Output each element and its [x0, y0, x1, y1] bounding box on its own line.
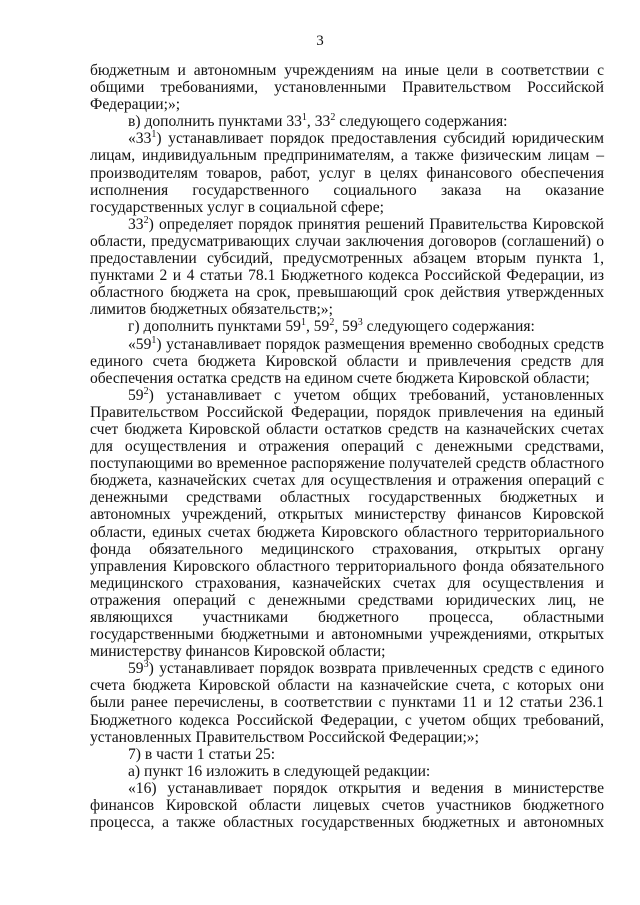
paragraph: «$59^1$) устанавливает порядок размещения временно свободных средств единого счета бюджета Кировской области и привлечения средств для обеспечения остатка средств на едином счете бюджета Кировской области;: [90, 334, 604, 387]
paragraph: г) дополнить пунктами $59^1$, $59^2$, $59^3$ следующего содержания:: [128, 317, 535, 336]
paragraph: «$33^1$) устанавливает порядок предоставления субсидий юридическим лицам, индивидуальным предпринимателям, а также физическим лицам – производителям товаров, работ, услуг в целях финансового обеспечения исполнения государственного социального заказа на оказание государственных услуг в социальной сфере;: [90, 129, 604, 216]
superscript-index: 1: [301, 112, 307, 124]
superscript-index: 3: [357, 317, 363, 329]
superscript-index: 3: [143, 659, 149, 671]
paragraph: $59^2$) устанавливает с учетом общих требований, установленных Правительством Российской Федерации, порядок привлечения на единый счет бюджета Кировской области остатков средств на казначейских счетах для осуществления и отражения операций с денежными средствами, поступающими во временное распоряжение получателей средств областного бюджета, казначейских счетах для осуществления и отражения операций с денежными средствами областных государственных бюджетных и автономных учреждений, открытых министерству финансов Кировской области, единых счетах бюджета Кировского областного территориального фонда обязательного медицинского страхования, открытых органу управления Кировского областного территориального фонда обязательного медицинского страхования, казначейских счетах для осуществления и отражения операций с денежными средствами юридических лиц, не являющихся участниками бюджетного процесса, областными государственными бюджетными и автономными учреждениями, открытых министерству финансов Кировской области;: [90, 385, 604, 661]
paragraph: «16) устанавливает порядок открытия и ведения в министерстве финансов Кировской области лицевых счетов участников бюджетного процесса, а также областных государственных бюджетных и автономных: [90, 779, 604, 832]
superscript-index: 2: [143, 214, 149, 226]
superscript-index: 1: [151, 129, 157, 141]
paragraph: в) дополнить пунктами $33^1$, $33^2$ следующего содержания:: [128, 112, 508, 131]
paragraph: $33^2$) определяет порядок принятия решений Правительства Кировской области, предусматривающих случаи заключения договоров (соглашений) о предоставлении субсидий, предусмотренных абзацем вторым пункта 1, пунктами 2 и 4 статьи 78.1 Бюджетного кодекса Российской Федерации, из областного бюджета на срок, превышающий срок действия утвержденных лимитов бюджетных обязательств;»;: [90, 214, 604, 319]
paragraph: $59^3$) устанавливает порядок возврата привлеченных средств с единого счета бюджета Кировской области на казначейские счета, с которых они были ранее перечислены, в соответствии с пунктами 11 и 12 статьи 236.1 Бюджетного кодекса Российской Федерации, с учетом общих требований, установленных Правительством Российской Федерации;»;: [90, 659, 604, 746]
superscript-index: 1: [300, 317, 306, 329]
superscript-index: 2: [330, 112, 336, 124]
superscript-index: 2: [143, 385, 149, 397]
paragraph: бюджетным и автономным учреждениям на иные цели в соответствии с общими требованиями, установленными Правительством Российской Федерации;»;: [90, 62, 604, 114]
page-number: 3: [316, 33, 324, 49]
document-body: [90, 62, 604, 831]
superscript-index: 2: [329, 317, 335, 329]
paragraph: а) пункт 16 изложить в следующей редакции:: [128, 762, 431, 780]
paragraph: 7) в части 1 статьи 25:: [128, 745, 276, 763]
superscript-index: 1: [151, 334, 157, 346]
